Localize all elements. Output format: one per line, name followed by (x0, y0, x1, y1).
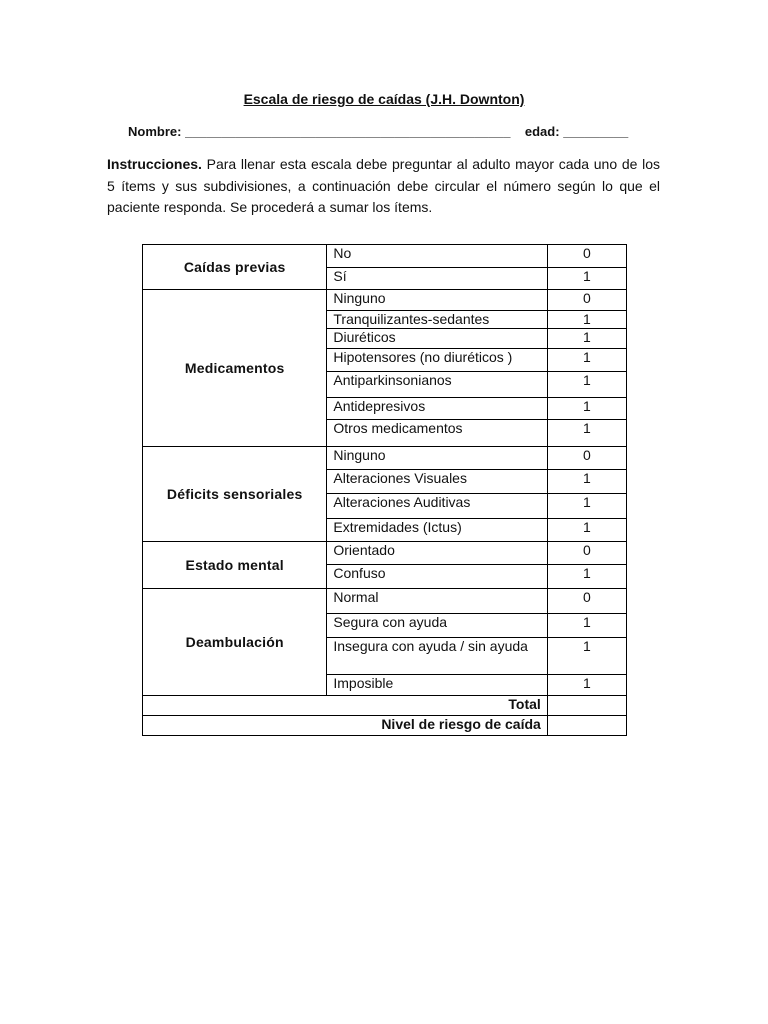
risk-scale-table (142, 244, 627, 736)
item-cell: Diuréticos (327, 329, 547, 349)
item-cell: Alteraciones Visuales (327, 470, 547, 494)
points-cell[interactable]: 0 (547, 290, 626, 311)
points-cell[interactable]: 1 (547, 329, 626, 349)
edad-blank: _________ (563, 124, 629, 139)
points-cell[interactable]: 1 (547, 268, 626, 290)
table-row (143, 589, 627, 614)
category-cell: Estado mental (143, 542, 327, 589)
item-cell: Normal (327, 589, 547, 614)
category-cell: Déficits sensoriales (143, 447, 327, 542)
table-row (143, 542, 627, 565)
points-cell[interactable]: 0 (547, 245, 626, 268)
points-cell[interactable]: 1 (547, 519, 626, 542)
total-label: Total (143, 696, 548, 716)
risk-scale-body (143, 245, 627, 736)
item-cell: Hipotensores (no diuréticos ) (327, 349, 547, 372)
table-row (143, 447, 627, 470)
page-title: Escala de riesgo de caídas (J.H. Downton) (243, 91, 525, 107)
table-row (143, 245, 627, 268)
points-cell[interactable]: 1 (547, 675, 626, 696)
item-cell: Extremidades (Ictus) (327, 519, 547, 542)
risk-level-label: Nivel de riesgo de caída (143, 716, 548, 736)
points-cell[interactable]: 1 (547, 614, 626, 638)
nombre-label: Nombre: (128, 124, 182, 139)
points-cell[interactable]: 1 (547, 349, 626, 372)
item-cell: Antiparkinsonianos (327, 372, 547, 398)
item-cell: Antidepresivos (327, 398, 547, 420)
item-cell: Tranquilizantes-sedantes (327, 311, 547, 329)
points-cell[interactable]: 0 (547, 542, 626, 565)
points-cell[interactable]: 1 (547, 638, 626, 675)
item-cell: Orientado (327, 542, 547, 565)
item-cell: Imposible (327, 675, 547, 696)
points-cell[interactable]: 1 (547, 420, 626, 447)
category-cell: Medicamentos (143, 290, 327, 447)
points-cell[interactable]: 1 (547, 372, 626, 398)
item-cell: Segura con ayuda (327, 614, 547, 638)
instructions-paragraph (107, 154, 660, 219)
table-row (143, 290, 627, 311)
item-cell: Ninguno (327, 290, 547, 311)
instructions-text: Para llenar esta escala debe preguntar al adulto mayor cada uno de los 5 ítems y sus subdivisiones, a continuación debe circular el número según lo que el paciente responda. Se procederá a sumar los ítems. (107, 156, 660, 215)
points-cell[interactable]: 1 (547, 565, 626, 589)
points-cell[interactable]: 1 (547, 398, 626, 420)
instructions-lead: Instrucciones. (107, 156, 202, 172)
item-cell: Otros medicamentos (327, 420, 547, 447)
item-cell: Insegura con ayuda / sin ayuda (327, 638, 547, 675)
nombre-blank: _____________________________________________ (185, 124, 511, 139)
item-cell: Sí (327, 268, 547, 290)
total-value-field[interactable] (547, 696, 626, 716)
points-cell[interactable]: 0 (547, 447, 626, 470)
points-cell[interactable]: 1 (547, 311, 626, 329)
item-cell: No (327, 245, 547, 268)
total-row (143, 696, 627, 716)
points-cell[interactable]: 1 (547, 494, 626, 519)
risk-level-value-field[interactable] (547, 716, 626, 736)
category-cell: Deambulación (143, 589, 327, 696)
item-cell: Ninguno (327, 447, 547, 470)
points-cell[interactable]: 0 (547, 589, 626, 614)
points-cell[interactable]: 1 (547, 470, 626, 494)
risk-level-row (143, 716, 627, 736)
category-cell: Caídas previas (143, 245, 327, 290)
name-age-line (128, 124, 628, 139)
item-cell: Alteraciones Auditivas (327, 494, 547, 519)
edad-label: edad: (524, 124, 560, 139)
item-cell: Confuso (327, 565, 547, 589)
